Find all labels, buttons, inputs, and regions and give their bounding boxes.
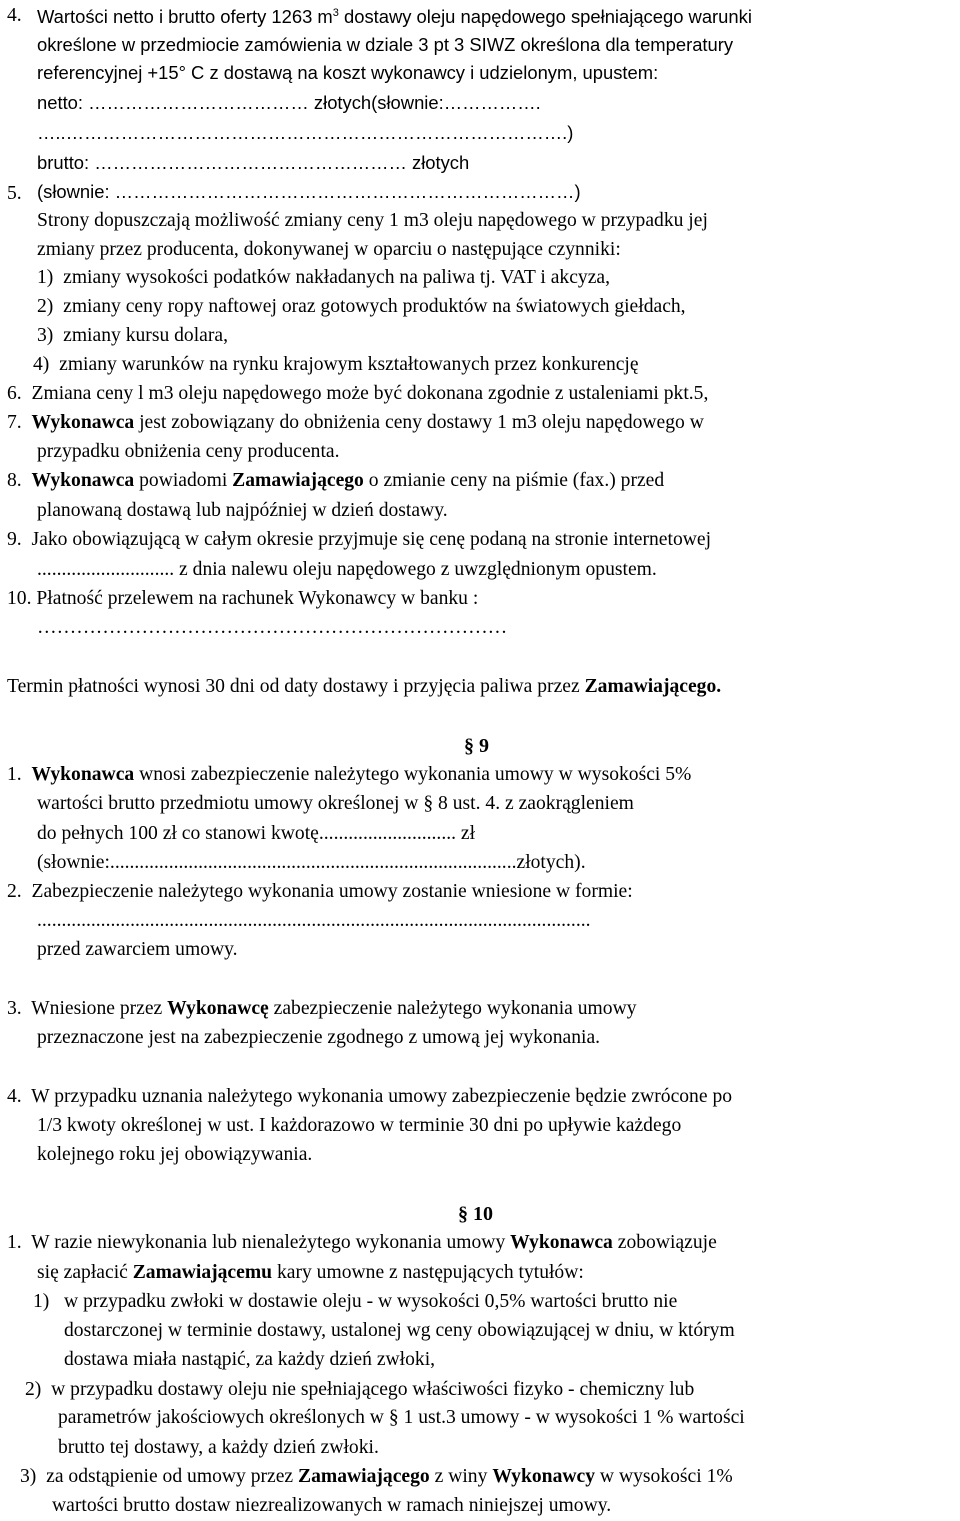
s9-p4-line-3: kolejnego roku jej obowiązywania. [37,1144,313,1165]
item-5-sub-2: 2) zmiany ceny ropy naftowej oraz gotowych produktów na światowych giełdach, [37,296,686,317]
s9-p2-line-1: 2. Zabezpieczenie należytego wykonania umowy zostanie wniesione w formie: [7,881,633,902]
item-9-line-2: ............................ z dnia nalewu oleju napędowego z uwzględnionym opustem. [37,559,657,580]
item-5-line-1: Strony dopuszczają możliwość zmiany ceny 1 m3 oleju napędowego w przypadku jej [37,210,708,231]
item-8-line-2: planowaną dostawą lub najpóźniej w dzień dostawy. [37,500,448,521]
s9-p1-line-3: do pełnych 100 zł co stanowi kwotę............................ zł [37,823,476,844]
s10-i3-line-2: wartości brutto dostaw niezrealizowanych w ramach niniejszej umowy. [52,1495,612,1516]
s10-p1-line-2: się zapłacić Zamawiającemu kary umowne z następujących tytułów: [37,1262,584,1283]
item-4-line-5: …..……………………………………………………………………….) [37,122,574,143]
item-9-line-1: 9. Jako obowiązującą w całym okresie przyjmuje się cenę podaną na stronie internetowej [7,529,712,550]
s10-i1-line-2: dostarczonej w terminie dostawy, ustalonej wg ceny obowiązującej w dniu, w którym [64,1320,735,1341]
item-7-line-2: przypadku obniżenia ceny producenta. [37,441,340,462]
item-10-line-2: ……………………………………………………………… [37,617,508,638]
item-8-line-1: 8. Wykonawca powiadomi Zamawiającego o zmianie ceny na piśmie (fax.) przed [7,470,665,491]
s9-p4-line-2: 1/3 kwoty określonej w ust. I każdorazowo w terminie 30 dni po upływie każdego [37,1115,682,1136]
item-10-line-1: 10. Płatność przelewem na rachunek Wykonawcy w banku : [7,588,479,609]
item-7-line-1: 7. Wykonawca jest zobowiązany do obniżenia ceny dostawy 1 m3 oleju napędowego w [7,412,704,433]
item-5-sub-1: 1) zmiany wysokości podatków nakładanych na paliwa tj. VAT i akcyza, [37,267,610,288]
s10-i2-line-3: brutto tej dostawy, a każdy dzień zwłoki. [58,1437,379,1458]
item-number: 4. [7,5,22,26]
payment-term: Termin płatności wynosi 30 dni od daty dostawy i przyjęcia paliwa przez Zamawiającego. [7,676,722,697]
item-4-line-2: określone w przedmiocie zamówienia w dziale 3 pt 3 SIWZ określona dla temperatury [37,34,734,55]
s9-p1-line-2: wartości brutto przedmiotu umowy określonej w § 8 ust. 4. z zaokrągleniem [37,793,634,814]
item-4-line-1 [7,4,22,28]
s10-p1-line-1: 1. W razie niewykonania lub nienależytego wykonania umowy Wykonawca zobowiązuje [7,1232,717,1253]
s9-p3-line-2: przeznaczone jest na zabezpieczenie zgodnego z umową jej wykonania. [37,1027,601,1048]
s9-p2-line-2: ................................................................................................................. [37,910,591,931]
item-4-line-3: referencyjnej +15° C z dostawą na koszt wykonawcy i udzielonym, upustem: [37,62,659,83]
s10-i1-line-3: dostawa miała nastąpić, za każdy dzień zwłoki, [64,1349,436,1370]
s9-p3-line-1: 3. Wniesione przez Wykonawcę zabezpieczenie należytego wykonania umowy [7,998,637,1019]
s10-i3-line-1: 3) za odstąpienie od umowy przez Zamawiającego z winy Wykonawcy w wysokości 1% [20,1466,733,1487]
section-9-title: § 9 [464,735,489,757]
s10-i2-line-2: parametrów jakościowych określonych w § 1 ust.3 umowy - w wysokości 1 % wartości [58,1407,745,1428]
s10-i2-line-1: 2) w przypadku dostawy oleju nie spełniającego właściwości fizyko - chemiczny lub [25,1379,695,1400]
item-4-line-6: brutto: …………………………………………… złotych [37,152,470,173]
item-5-line-2: zmiany przez producenta, dokonywanej w oparciu o następujące czynniki: [37,239,621,260]
item-5-sub-3: 3) zmiany kursu dolara, [37,325,228,346]
item-4-line-1-text: Wartości netto i brutto oferty 1263 $m^3$ dostawy oleju napędowego spełniającego warunki [37,6,752,27]
s9-p1-line-1: 1. Wykonawca wnosi zabezpieczenie należytego wykonania umowy w wysokości 5% [7,764,692,785]
s9-p4-line-1: 4. W przypadku uznania należytego wykonania umowy zabezpieczenie będzie zwrócone po [7,1086,733,1107]
s9-p2-line-3: przed zawarciem umowy. [37,939,238,960]
item-5-sub-4: 4) zmiany warunków na rynku krajowym kształtowanych przez konkurencję [33,354,639,375]
s9-p1-line-4: (słownie:...................................................................................złotych). [37,852,586,873]
item-5-number: 5. [7,183,22,204]
item-6: 6. Zmiana ceny l m3 oleju napędowego może być dokonana zgodnie z ustaleniami pkt.5, [7,383,709,404]
item-4-line-4: netto: ……………………………… złotych(słownie:……………. [37,92,541,113]
item-4-line-7: (słownie: …………………………………………………………………) [37,181,581,202]
s10-i1-line-1: 1) w przypadku zwłoki w dostawie oleju - w wysokości 0,5% wartości brutto nie [33,1291,678,1312]
section-10-title: § 10 [458,1203,493,1225]
